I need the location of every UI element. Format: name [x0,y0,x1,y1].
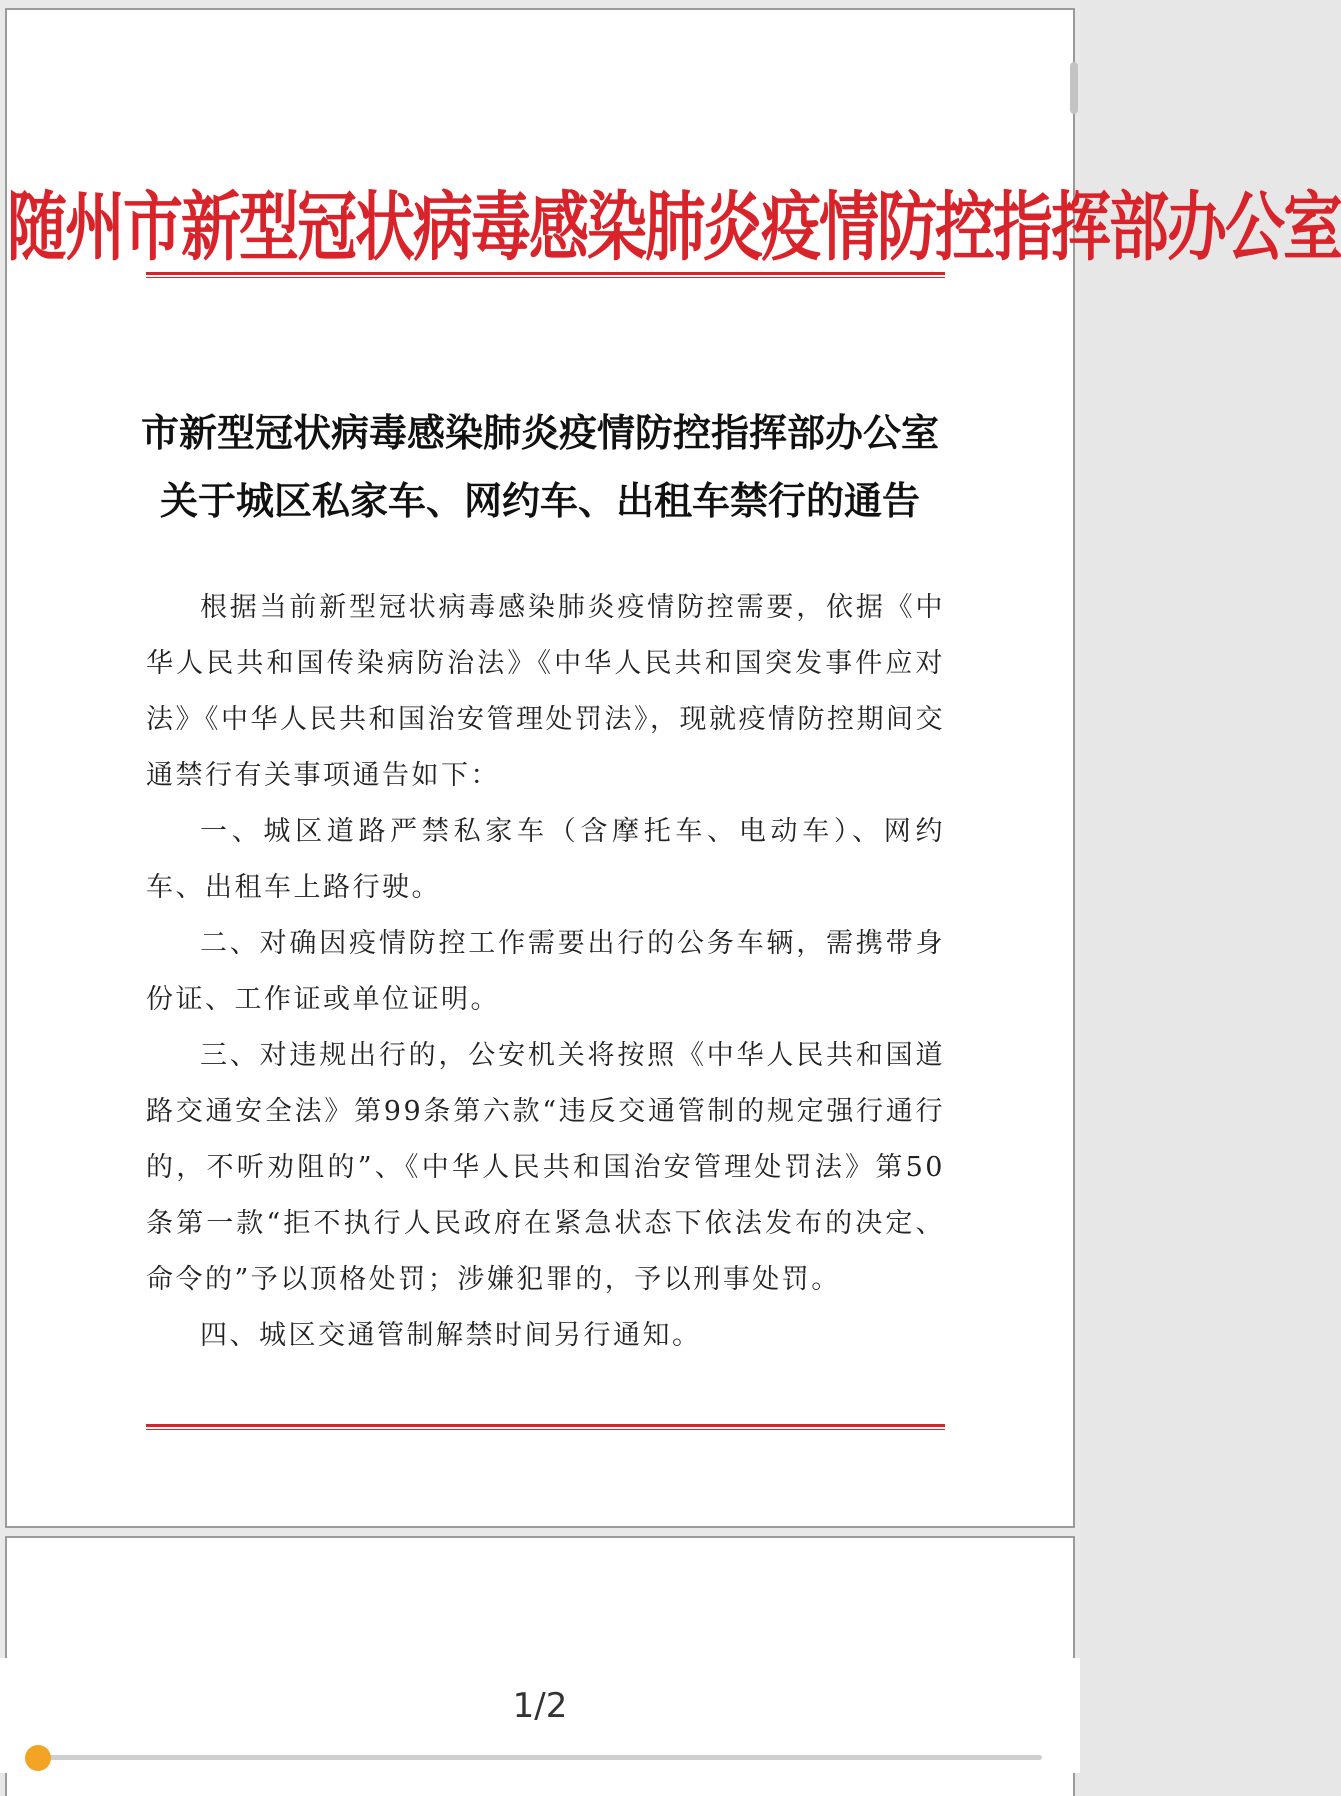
scrollbar-thumb[interactable] [1070,62,1078,114]
paragraph-item-2: 二、对确因疫情防控工作需要出行的公务车辆，需携带身份证、工作证或单位证明。 [146,928,945,1015]
page-progress-thumb[interactable] [25,1745,51,1771]
notice-title-line-2: 关于城区私家车、网约车、出租车禁行的通告 [159,478,920,523]
paragraph-item-1: 一、城区道路严禁私家车（含摩托车、电动车）、网约车、出租车上路行驶。 [146,816,945,903]
page-navigation-bar [0,1658,1080,1773]
document-page-1 [5,8,1341,1528]
notice-body [146,580,945,1364]
page-progress-slider[interactable] [38,1755,1042,1760]
notice-title-line-1: 市新型冠状病毒感染肺炎疫情防控指挥部办公室 [140,410,939,455]
letterhead-title: 随州市新型冠状病毒感染肺炎疫情防控指挥部办公室 [7,184,1341,272]
paragraph-item-4: 四、城区交通管制解禁时间另行通知。 [200,1320,702,1351]
footer-red-rule [146,1424,945,1430]
paragraph-intro: 根据当前新型冠状病毒感染肺炎疫情防控需要，依据《中华人民共和国传染病防治法》《中华人民共和国突发事件应对法》《中华人民共和国治安管理处罚法》，现就疫情防控期间交通禁行有关事项通告如下： [146,592,945,791]
letterhead-red-rule [146,272,945,278]
paragraph-item-3: 三、对违规出行的，公安机关将按照《中华人民共和国道路交通安全法》第99条第六款“违反交通管制的规定强行通行的，不听劝阻的”、《中华人民共和国治安管理处罚法》第50条第一款“拒不执行人民政府在紧急状态下依法发布的决定、命令的”予以顶格处罚；涉嫌犯罪的，予以刑事处罚。 [146,1040,945,1295]
page-indicator: 1/2 [512,1686,568,1726]
